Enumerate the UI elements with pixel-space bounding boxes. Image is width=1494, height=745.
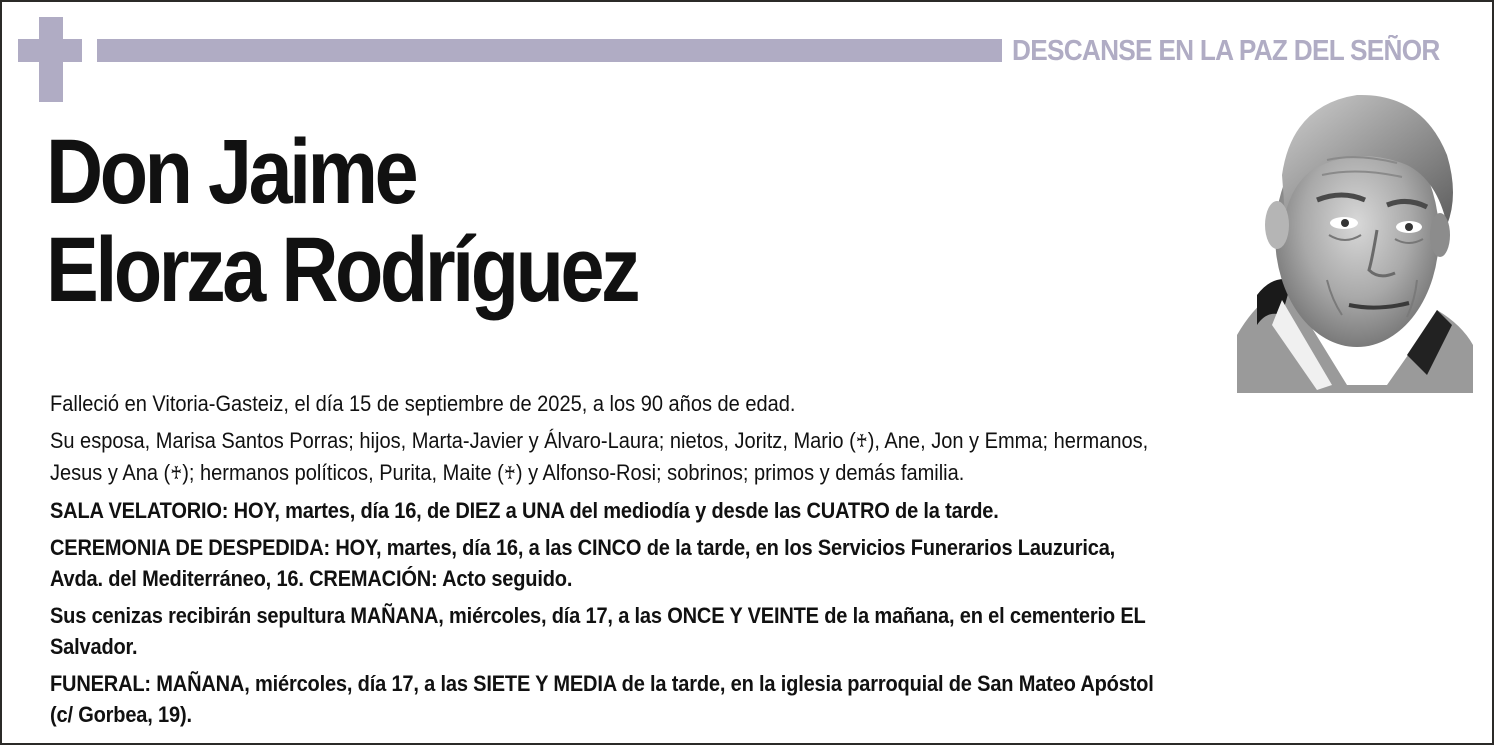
cross-icon-horizontal bbox=[18, 39, 82, 62]
deceased-cross-icon: ♰ bbox=[855, 431, 868, 451]
ceremonia-text bbox=[50, 532, 1447, 594]
cenizas-text bbox=[50, 600, 1447, 662]
family-text-part: Su esposa, Marisa Santos Porras; hijos, Marta-Javier y Álvaro-Laura; nietos, Joritz, Mario ( bbox=[50, 428, 856, 453]
header-title: DESCANSE EN LA PAZ DEL SEÑOR bbox=[1012, 35, 1440, 67]
funeral-text bbox=[50, 668, 1447, 730]
funeral-line-1: FUNERAL: MAÑANA, miércoles, día 17, a las SIETE Y MEDIA de la tarde, en la iglesia parroquial de San Mateo Apóstol bbox=[50, 671, 1154, 696]
portrait-photo bbox=[1237, 85, 1473, 393]
family-text-part: ); hermanos políticos, Purita, Maite ( bbox=[182, 460, 504, 485]
sala-velatorio-text: SALA VELATORIO: HOY, martes, día 16, de DIEZ a UNA del mediodía y desde las CUATRO de la tarde. bbox=[50, 498, 999, 523]
deceased-cross-icon: ♰ bbox=[170, 463, 183, 483]
family-text-part: ), Ane, Jon y Emma; hermanos, bbox=[867, 428, 1149, 453]
family-text bbox=[50, 425, 1447, 489]
family-text-part: ) y Alfonso-Rosi; sobrinos; primos y demás familia. bbox=[515, 460, 965, 485]
deceased-name bbox=[46, 121, 638, 322]
cenizas-line-1: Sus cenizas recibirán sepultura MAÑANA, miércoles, día 17, a las ONCE Y VEINTE de la mañana, en el cementerio EL bbox=[50, 603, 1146, 628]
cenizas-line-2: Salvador. bbox=[50, 634, 138, 659]
obituary-body bbox=[50, 388, 1450, 736]
ceremonia-line-1: CEREMONIA DE DESPEDIDA: HOY, martes, día 16, a las CINCO de la tarde, en los Servicios Funerarios Lauzurica, bbox=[50, 535, 1116, 560]
deceased-name-line-1: Don Jaime bbox=[46, 121, 416, 223]
cross-icon bbox=[18, 17, 84, 105]
family-text-part: Jesus y Ana ( bbox=[50, 460, 171, 485]
deceased-cross-icon: ♰ bbox=[503, 463, 516, 483]
death-notice-text: Falleció en Vitoria-Gasteiz, el día 15 de septiembre de 2025, a los 90 años de edad. bbox=[50, 391, 796, 416]
ceremonia-line-2: Avda. del Mediterráneo, 16. CREMACIÓN: Acto seguido. bbox=[50, 566, 573, 591]
header-rule bbox=[97, 39, 1002, 62]
funeral-line-2: (c/ Gorbea, 19). bbox=[50, 702, 192, 727]
deceased-name-line-2: Elorza Rodríguez bbox=[46, 219, 638, 321]
